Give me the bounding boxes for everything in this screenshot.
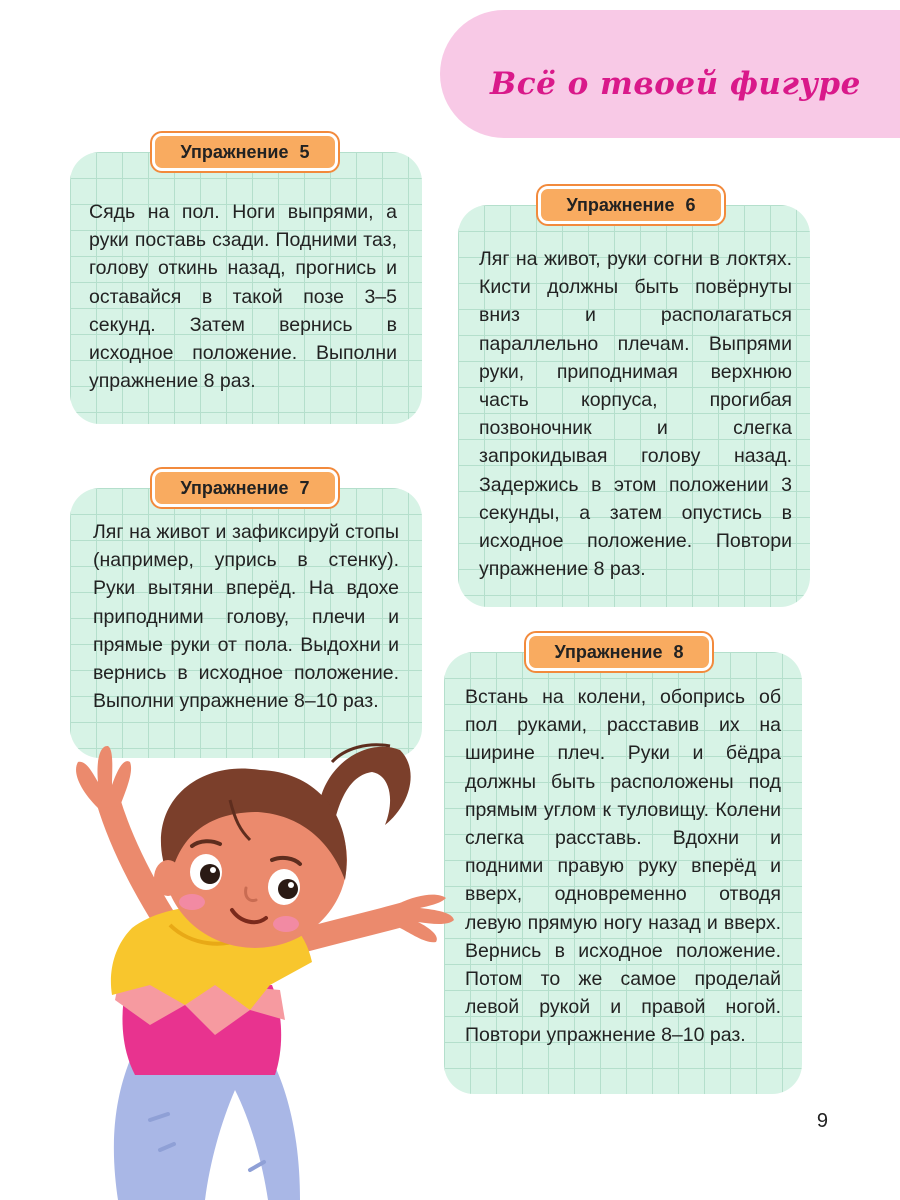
exercise-label-5: Упражнение 5 — [152, 133, 338, 171]
exercise-text-6: Ляг на живот, руки согни в локтях. Кисти должны быть повёрнуты вниз и располагаться параллельно плечам. Выпрями руки, приподнимая верхнюю часть корпуса, прогибая позвоночник и слегка запрокидывая голову назад. Задержись в этом положении 3 секунды, а затем опустись в исходное положение. Повтори упражнение 8 раз. — [479, 248, 792, 581]
page-title: Всё о твоей фигуре — [490, 66, 861, 102]
exercise-text-7: Ляг на живот и зафиксируй стопы (например, упрись в стенку). Руки вытяни вперёд. На вдохе приподними голову, плечи и прямые руки от пола. Выдохни и вернись в исходное положение. Выполни упражнение 8–10 раз. — [93, 521, 399, 713]
exercise-label-7: Упражнение 7 — [152, 469, 338, 507]
girl-illustration — [0, 720, 470, 1200]
exercise-text-5: Сядь на пол. Ноги выпрями, а руки поставь сзади. Подними таз, голову откинь назад, прогнись и оставайся в такой позе 3–5 секунд. Затем вернись в исходное положение. Выполни упражнение 8 раз. — [89, 201, 397, 393]
exercise-label-8: Упражнение 8 — [526, 633, 712, 671]
page-number: 9 — [816, 1110, 828, 1132]
exercise-text-8: Встань на колени, обопрись об пол руками, расставив их на ширине плеч. Руки и бёдра должны быть расположены под прямым углом к туловищу. Колени слегка расставь. Вдохни и подними правую руку вперёд и вверх, одновременно отводя левую прямую ногу назад и вверх. Вернись в исходное положение. Потом то же самое проделай левой рукой и правой ногой. Повтори упражнение 8–10 раз. — [465, 686, 781, 1047]
exercise-label-6: Упражнение 6 — [538, 186, 724, 224]
